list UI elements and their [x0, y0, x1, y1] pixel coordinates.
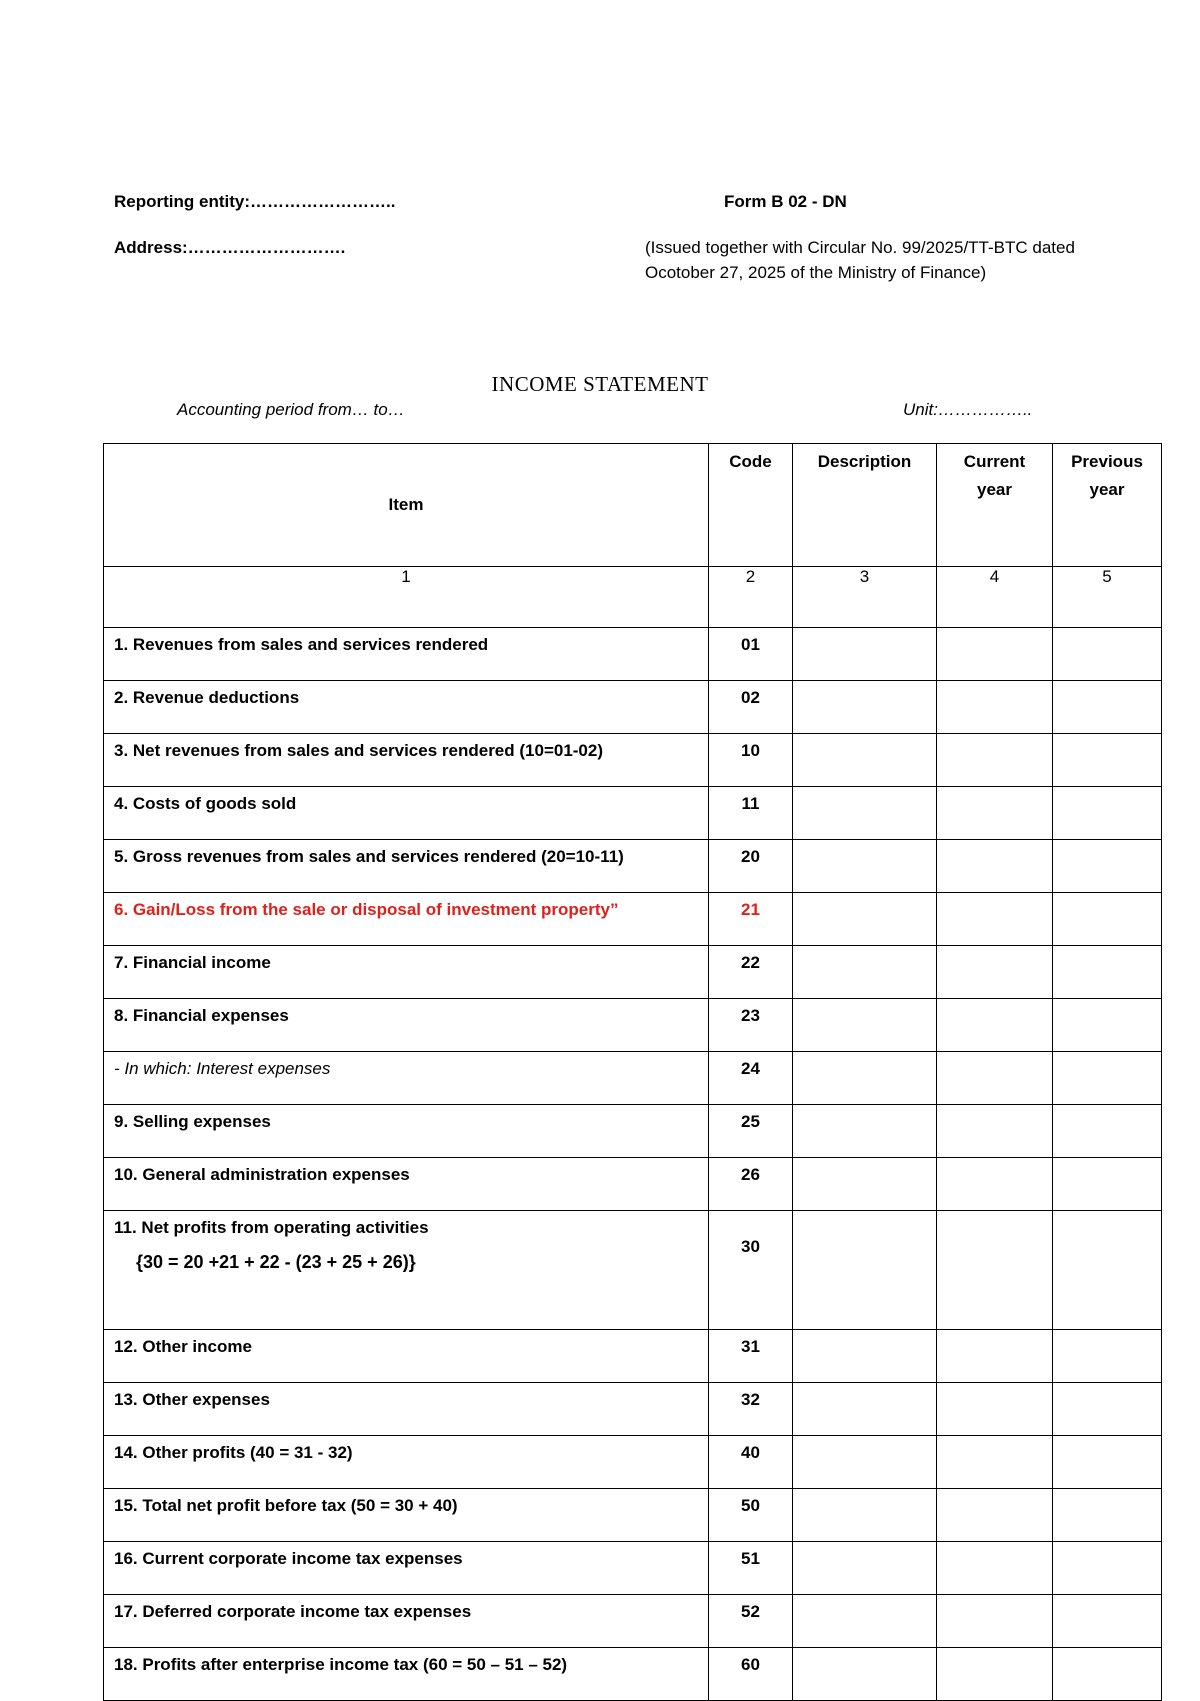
row-description-cell — [793, 1052, 937, 1105]
row-previous-year-cell — [1053, 1383, 1162, 1436]
row-code: 50 — [709, 1489, 793, 1542]
address-label: Address:………………………. — [114, 238, 346, 257]
row-item: 14. Other profits (40 = 31 - 32) — [104, 1436, 709, 1489]
row-previous-year-cell — [1053, 681, 1162, 734]
row-previous-year-cell — [1053, 1436, 1162, 1489]
row-current-year-cell — [937, 1052, 1053, 1105]
row-previous-year-cell — [1053, 946, 1162, 999]
row-description-cell — [793, 999, 937, 1052]
column-number: 3 — [793, 567, 937, 628]
table-row — [104, 1330, 1162, 1383]
table-row — [104, 1105, 1162, 1158]
row-code: 31 — [709, 1330, 793, 1383]
row-code: 11 — [709, 787, 793, 840]
row-description-cell — [793, 681, 937, 734]
table-row — [104, 1595, 1162, 1648]
row-item: 12. Other income — [104, 1330, 709, 1383]
row-code: 22 — [709, 946, 793, 999]
table-row — [104, 1211, 1162, 1330]
row-item: 9. Selling expenses — [104, 1105, 709, 1158]
row-previous-year-cell — [1053, 1489, 1162, 1542]
table-row — [104, 1436, 1162, 1489]
row-item: 10. General administration expenses — [104, 1158, 709, 1211]
header-code: Code — [709, 444, 793, 567]
issued-note-line2: Ocotober 27, 2025 of the Ministry of Finance) — [645, 263, 987, 282]
row-item: 6. Gain/Loss from the sale or disposal of investment property” — [104, 893, 709, 946]
row-description-cell — [793, 1105, 937, 1158]
issued-note-line1: (Issued together with Circular No. 99/2025/TT-BTC dated — [645, 238, 1075, 257]
row-description-cell — [793, 787, 937, 840]
row-code: 40 — [709, 1436, 793, 1489]
table-row — [104, 1542, 1162, 1595]
row-code: 23 — [709, 999, 793, 1052]
table-row — [104, 1648, 1162, 1701]
row-description-cell — [793, 1595, 937, 1648]
header-current-year-line1: Current — [963, 452, 1026, 471]
row-code: 20 — [709, 840, 793, 893]
row-item: 2. Revenue deductions — [104, 681, 709, 734]
row-current-year-cell — [937, 1648, 1053, 1701]
row-current-year-cell — [937, 1383, 1053, 1436]
row-description-cell — [793, 628, 937, 681]
column-number: 2 — [709, 567, 793, 628]
row-item: 18. Profits after enterprise income tax (60 = 50 – 51 – 52) — [104, 1648, 709, 1701]
row-code: 60 — [709, 1648, 793, 1701]
row-current-year-cell — [937, 840, 1053, 893]
column-number: 5 — [1053, 567, 1162, 628]
row-previous-year-cell — [1053, 1542, 1162, 1595]
row-previous-year-cell — [1053, 1330, 1162, 1383]
header-previous-year-line2: year — [1089, 480, 1125, 499]
table-row — [104, 1158, 1162, 1211]
table-row — [104, 999, 1162, 1052]
row-description-cell — [793, 946, 937, 999]
row-item: - In which: Interest expenses — [104, 1052, 709, 1105]
row-code: 10 — [709, 734, 793, 787]
row-previous-year-cell — [1053, 1158, 1162, 1211]
row-current-year-cell — [937, 1595, 1053, 1648]
accounting-period: Accounting period from… to… — [177, 400, 405, 419]
row-description-cell — [793, 1436, 937, 1489]
row-code: 24 — [709, 1052, 793, 1105]
row-current-year-cell — [937, 1330, 1053, 1383]
income-statement-table — [103, 443, 1162, 1701]
row-item-cell — [104, 1211, 709, 1330]
row-previous-year-cell — [1053, 1648, 1162, 1701]
row-formula: {30 = 20 +21 + 22 - (23 + 25 + 26)} — [136, 1252, 416, 1272]
row-item: 17. Deferred corporate income tax expenses — [104, 1595, 709, 1648]
row-previous-year-cell — [1053, 787, 1162, 840]
row-code: 01 — [709, 628, 793, 681]
reporting-entity-label: Reporting entity:…………………….. — [114, 192, 396, 211]
row-description-cell — [793, 1542, 937, 1595]
row-description-cell — [793, 893, 937, 946]
row-code: 26 — [709, 1158, 793, 1211]
header-current-year-line2: year — [977, 480, 1012, 499]
header-current-year — [937, 444, 1053, 567]
row-item: 4. Costs of goods sold — [104, 787, 709, 840]
row-item: 3. Net revenues from sales and services rendered (10=01-02) — [104, 734, 709, 787]
row-description-cell — [793, 1648, 937, 1701]
row-code: 30 — [709, 1211, 793, 1330]
table-row — [104, 1489, 1162, 1542]
row-current-year-cell — [937, 1436, 1053, 1489]
row-previous-year-cell — [1053, 999, 1162, 1052]
header-item: Item — [104, 444, 709, 567]
row-item: 13. Other expenses — [104, 1383, 709, 1436]
row-item: 16. Current corporate income tax expenses — [104, 1542, 709, 1595]
row-previous-year-cell — [1053, 1595, 1162, 1648]
table-row-highlighted — [104, 893, 1162, 946]
row-item: 5. Gross revenues from sales and services rendered (20=10-11) — [104, 840, 709, 893]
row-previous-year-cell — [1053, 734, 1162, 787]
row-description-cell — [793, 1211, 937, 1330]
row-current-year-cell — [937, 999, 1053, 1052]
header-previous-year — [1053, 444, 1162, 567]
row-description-cell — [793, 1489, 937, 1542]
row-description-cell — [793, 734, 937, 787]
header-description: Description — [793, 444, 937, 567]
row-current-year-cell — [937, 893, 1053, 946]
row-item: 11. Net profits from operating activities — [114, 1218, 429, 1237]
column-number: 4 — [937, 567, 1053, 628]
row-previous-year-cell — [1053, 628, 1162, 681]
row-current-year-cell — [937, 734, 1053, 787]
row-description-cell — [793, 840, 937, 893]
table-row — [104, 1383, 1162, 1436]
table-row — [104, 734, 1162, 787]
row-code: 21 — [709, 893, 793, 946]
row-previous-year-cell — [1053, 1105, 1162, 1158]
header-previous-year-line1: Previous — [1071, 452, 1143, 471]
row-code: 32 — [709, 1383, 793, 1436]
unit-label: Unit:…………….. — [903, 400, 1033, 419]
table-row — [104, 681, 1162, 734]
row-code: 52 — [709, 1595, 793, 1648]
row-previous-year-cell — [1053, 840, 1162, 893]
row-current-year-cell — [937, 681, 1053, 734]
page-title: INCOME STATEMENT — [491, 372, 709, 396]
row-item: 7. Financial income — [104, 946, 709, 999]
row-current-year-cell — [937, 1211, 1053, 1330]
row-previous-year-cell — [1053, 893, 1162, 946]
row-code: 25 — [709, 1105, 793, 1158]
row-current-year-cell — [937, 946, 1053, 999]
row-current-year-cell — [937, 628, 1053, 681]
column-number-row — [104, 567, 1162, 628]
row-code: 02 — [709, 681, 793, 734]
form-code: Form B 02 - DN — [724, 192, 847, 211]
row-previous-year-cell — [1053, 1211, 1162, 1330]
row-current-year-cell — [937, 1158, 1053, 1211]
row-code: 51 — [709, 1542, 793, 1595]
row-current-year-cell — [937, 1105, 1053, 1158]
row-previous-year-cell — [1053, 1052, 1162, 1105]
table-row — [104, 787, 1162, 840]
row-description-cell — [793, 1158, 937, 1211]
table-row — [104, 946, 1162, 999]
row-current-year-cell — [937, 1542, 1053, 1595]
table-header-row — [104, 444, 1162, 567]
row-item: 8. Financial expenses — [104, 999, 709, 1052]
row-item: 15. Total net profit before tax (50 = 30 + 40) — [104, 1489, 709, 1542]
row-item: 1. Revenues from sales and services rendered — [104, 628, 709, 681]
table-row — [104, 1052, 1162, 1105]
table-row — [104, 840, 1162, 893]
table-row — [104, 628, 1162, 681]
row-current-year-cell — [937, 1489, 1053, 1542]
column-number: 1 — [104, 567, 709, 628]
row-description-cell — [793, 1383, 937, 1436]
row-current-year-cell — [937, 787, 1053, 840]
row-description-cell — [793, 1330, 937, 1383]
